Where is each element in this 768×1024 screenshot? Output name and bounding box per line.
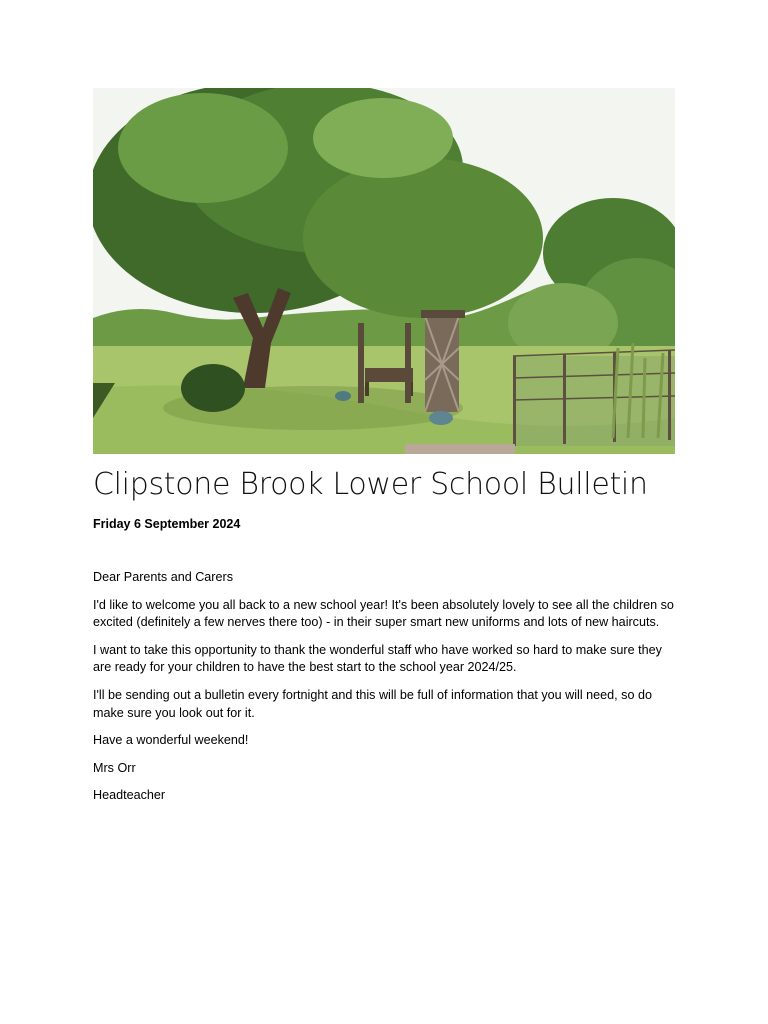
paragraph-thanks: I want to take this opportunity to thank the wonderful staff who have worked so hard to make sure they are ready for your children to have the best start to the school year 2024/25. — [93, 642, 662, 675]
pond-enclosure — [513, 356, 675, 446]
school-garden-photo — [93, 88, 675, 454]
bulletin-content — [93, 466, 683, 815]
paragraph-bulletin-info: I'll be sending out a bulletin every fortnight and this will be full of information that you will need, so do make sure you look out for it. — [93, 687, 652, 720]
bulletin-date: Friday 6 September 2024 — [93, 517, 241, 531]
tree-canopy-highlight — [313, 98, 453, 178]
planter-pot — [429, 411, 453, 425]
bulletin-title: Clipstone Brook Lower School Bulletin — [93, 467, 648, 502]
tree-canopy-light — [118, 93, 288, 203]
paragraph-weekend: Have a wonderful weekend! — [93, 733, 249, 748]
paving-slab — [405, 444, 515, 454]
arbour-post-mid — [405, 323, 411, 403]
tree-canopy-right — [303, 158, 543, 318]
arbour-beam — [421, 310, 465, 318]
greeting: Dear Parents and Carers — [93, 570, 233, 584]
paragraph-welcome: I'd like to welcome you all back to a new school year! It's been absolutely lovely to see all the children so excited (definitely a few nerves there too) - in their super smart new uniforms and lots of new haircuts. — [93, 597, 674, 630]
garden-illustration — [93, 88, 675, 454]
arbour-post-left — [358, 323, 364, 403]
signature-name: Mrs Orr — [93, 760, 136, 775]
signature-role: Headteacher — [93, 788, 166, 803]
shrub — [181, 364, 245, 412]
